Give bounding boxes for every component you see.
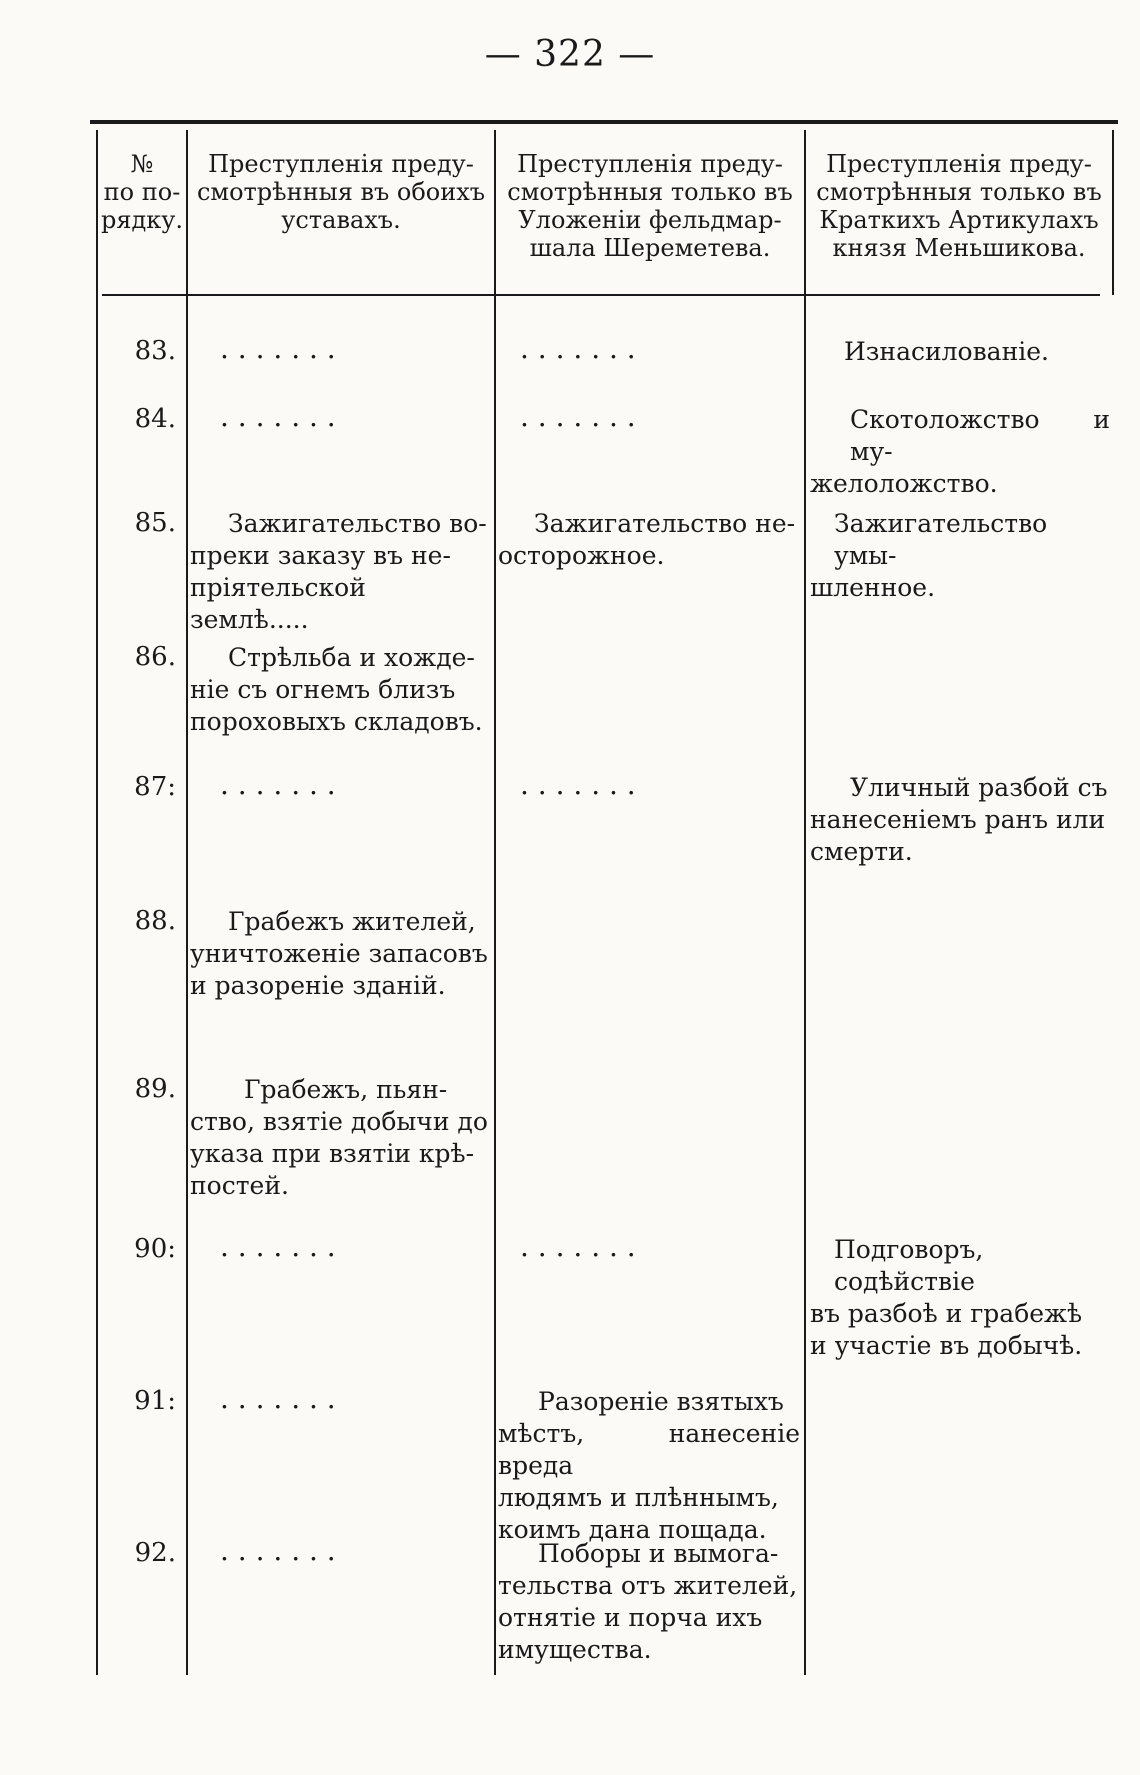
cell-col3: Уличный разбой съ нанесеніемъ ранъ или смерти.	[810, 773, 1108, 866]
cell-col1: Грабежъ, пьян- ство, взятіе добычи до указа при взятіи крѣ- постей.	[190, 1075, 488, 1200]
row-number: 89.	[134, 1074, 176, 1104]
cell-col1: Зажигательство во- преки заказу въ не- пріятельской землѣ.....	[190, 509, 487, 634]
cell-col1: Грабежъ жителей, уничтоженіе запасовъ и разореніе зданій.	[190, 907, 488, 1000]
top-rule	[90, 120, 1118, 124]
cell-col3: Зажигательство умы- шленное.	[810, 509, 1048, 602]
header-num: № по по- рядку.	[100, 150, 184, 234]
row-number: 84.	[134, 404, 176, 434]
row-number: 83.	[134, 336, 176, 366]
column-line-3	[804, 130, 806, 1675]
cell-col1: Стрѣльба и хожде- ніе съ огнемъ близъ пороховыхъ складовъ.	[190, 643, 483, 736]
column-line-right	[1112, 130, 1114, 295]
dots-col2: . . . . . . .	[520, 332, 636, 365]
row-number: 85.	[134, 508, 176, 538]
dots-col1: . . . . . . .	[220, 400, 336, 433]
dots-col1: . . . . . . .	[220, 1382, 336, 1415]
row-number: 86.	[134, 642, 176, 672]
row-number: 92.	[134, 1538, 176, 1568]
dots-col1: . . . . . . .	[220, 332, 336, 365]
row-number: 91:	[134, 1386, 176, 1416]
column-line-2	[494, 130, 496, 1675]
cell-col3: Подговоръ, содѣйствіе въ разбоѣ и грабежѣ и участіе въ добычѣ.	[810, 1235, 1083, 1360]
column-line-1	[186, 130, 188, 1675]
dots-col2: . . . . . . .	[520, 768, 636, 801]
header-col1: Преступленія преду- смотрѣнныя въ обоихъ уставахъ.	[196, 150, 486, 234]
row-number: 88.	[134, 906, 176, 936]
dots-col1: . . . . . . .	[220, 768, 336, 801]
dots-col1: . . . . . . .	[220, 1230, 336, 1263]
header-rule	[102, 294, 1100, 296]
dots-col2: . . . . . . .	[520, 400, 636, 433]
cell-col3: Изнасилованіе.	[844, 337, 1049, 366]
header-col3: Преступленія преду- смотрѣнныя только въ Краткихъ Артикулахъ князя Меньшикова.	[816, 150, 1102, 262]
header-col2: Преступленія преду- смотрѣнныя только въ Уложеніи фельдмар- шала Шереметева.	[507, 150, 793, 262]
page-number: — 322 —	[484, 34, 656, 75]
cell-col3: Скотоложство и му- желоложство.	[810, 405, 1110, 498]
row-number: 90:	[134, 1234, 176, 1264]
dots-col1: . . . . . . .	[220, 1534, 336, 1567]
row-number: 87:	[134, 772, 176, 802]
cell-col2: Зажигательство не- осторожное.	[498, 509, 796, 570]
cell-col2: Разореніе взятыхъ мѣстъ, нанесеніе вреда людямъ и плѣннымъ, коимъ дана пощада.	[498, 1387, 800, 1544]
cell-col2: Поборы и вымога- тельства отъ жителей, отнятіе и порча ихъ имущества.	[498, 1539, 798, 1664]
dots-col2: . . . . . . .	[520, 1230, 636, 1263]
